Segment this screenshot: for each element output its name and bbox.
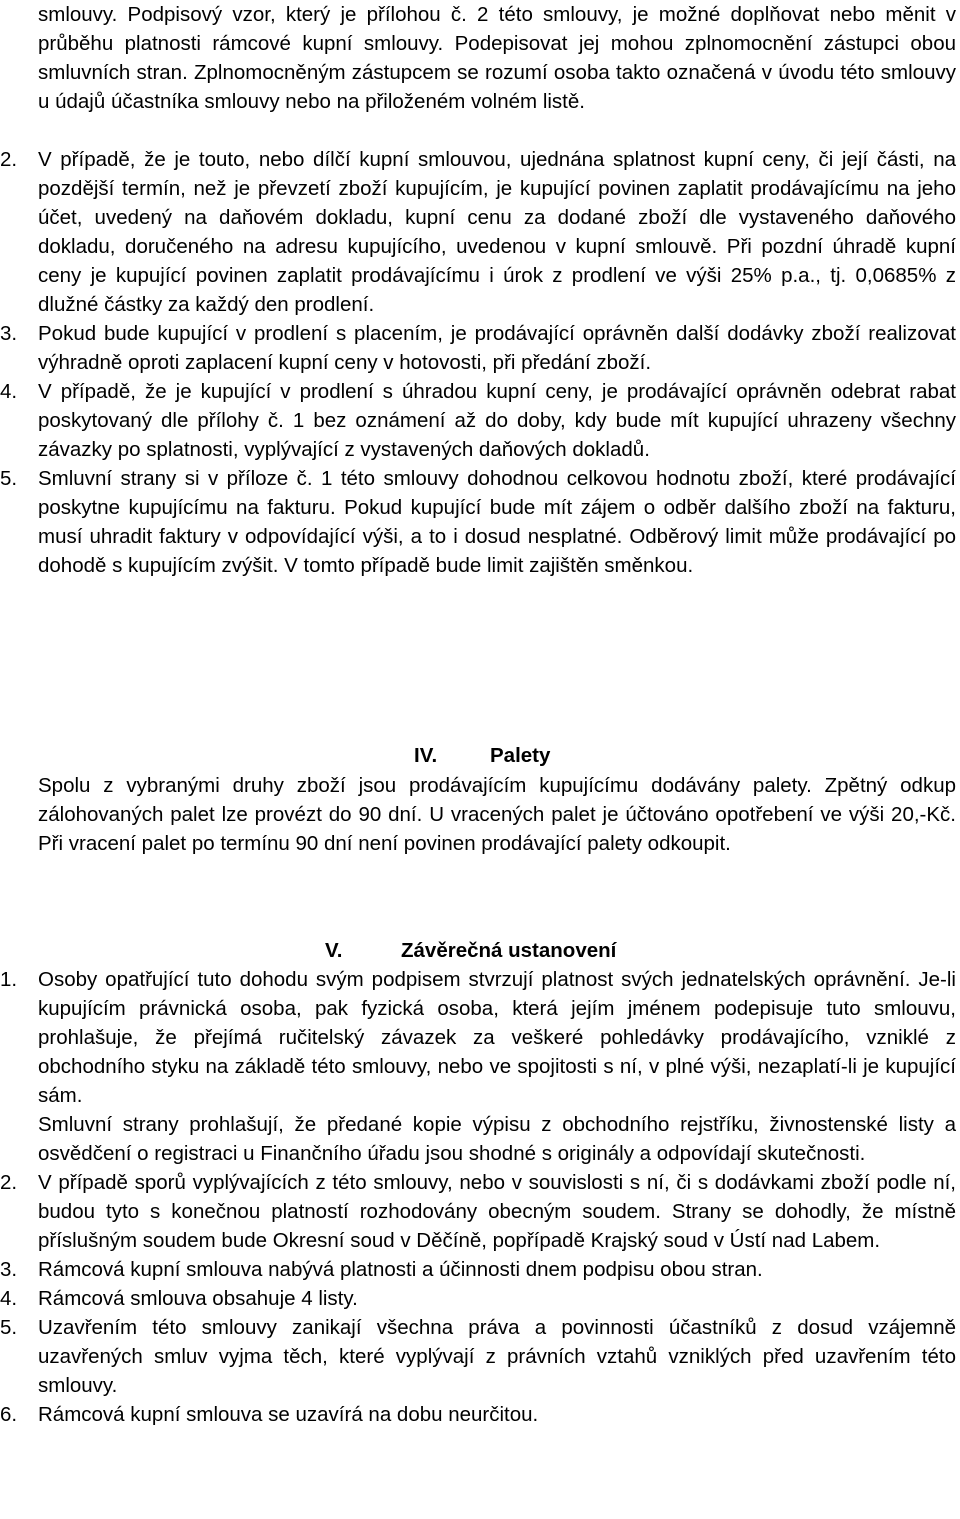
clause-list-section-3 bbox=[0, 145, 956, 580]
clause-number: 6. bbox=[0, 1403, 18, 1426]
section-title: Závěrečná ustanovení bbox=[401, 939, 617, 962]
clause-item bbox=[0, 965, 956, 1110]
clause-number: 3. bbox=[0, 1258, 18, 1281]
clause-text: Rámcová kupní smlouva se uzavírá na dobu neurčitou. bbox=[38, 1403, 539, 1426]
clause-number: 4. bbox=[0, 380, 18, 403]
clause-text: V případě, že je touto, nebo dílčí kupní smlouvou, ujednána splatnost kupní ceny, či její části, na pozdější termín, než je převzetí zboží kupujícím, je kupující povinen zaplatit prodávajícímu na jeho účet, uvedený na daňovém dokladu, kupní cenu za dodané zboží dle vystaveného daňového dokladu, doručeného na adresu kupujícího, uvedenou v kupní smlouvě. Při pozdní úhradě kupní ceny je kupující povinen zaplatit prodávajícímu i úrok z prodlení ve výši 25% p.a., tj. 0,0685% z dlužné částky za každý den prodlení. bbox=[38, 148, 956, 316]
clause-item bbox=[0, 464, 956, 580]
clause-item bbox=[0, 1400, 956, 1429]
paragraph-text: smlouvy. Podpisový vzor, který je přílohou č. 2 této smlouvy, je možné doplňovat nebo měnit v průběhu platnosti rámcové kupní smlouvy. Podepisovat jej mohou zplnomocnění zástupci obou smluvních stran. Zplnomocněným zástupcem se rozumí osoba takto označená v úvodu této smlouvy u údajů účastníka smlouvy nebo na přiloženém volném listě. bbox=[38, 3, 956, 113]
clause-1-continuation bbox=[0, 0, 956, 116]
clause-extra-paragraph: Smluvní strany prohlašují, že předané kopie výpisu z obchodního rejstříku, živnostenské listy a osvědčení o registraci u Finančního úřadu jsou shodné s originály a odpovídají skutečnosti. bbox=[38, 1113, 956, 1165]
clause-number: 2. bbox=[0, 1171, 18, 1194]
clause-item bbox=[0, 145, 956, 319]
clause-number: 1. bbox=[0, 968, 18, 991]
clause-number: 4. bbox=[0, 1287, 18, 1310]
clause-list-section-5 bbox=[0, 965, 956, 1429]
paragraph-text: Spolu z vybranými druhy zboží jsou prodávajícím kupujícímu dodávány palety. Zpětný odkup zálohovaných palet lze provézt do 90 dní. U vracených palet je účtováno opotřebení ve výši 20,-Kč. Při vracení palet po termínu 90 dní není povinen prodávající palety odkoupit. bbox=[38, 774, 956, 855]
clause-number: 3. bbox=[0, 322, 18, 345]
section-number: IV. bbox=[414, 744, 438, 767]
clause-text: V případě sporů vyplývajících z této smlouvy, nebo v souvislosti s ní, či s dodávkami zboží podle ní, budou tyto s konečnou platností rozhodovány obecným soudem. Strany se dohodly, že místně příslušným soudem bude Okresní soud v Děčíně, popřípadě Krajský soud v Ústí nad Labem. bbox=[38, 1171, 956, 1252]
clause-item bbox=[0, 1168, 956, 1255]
clause-text: Uzavřením této smlouvy zanikají všechna práva a povinnosti účastníků z dosud vzájemně uzavřených smluv vyjma těch, které vyplývají z právních vztahů vzniklých před uzavřením této smlouvy. bbox=[38, 1316, 956, 1397]
clause-item bbox=[0, 1284, 956, 1313]
section-number: V. bbox=[325, 939, 343, 962]
clause-text: Pokud bude kupující v prodlení s placením, je prodávající oprávněn další dodávky zboží realizovat výhradně oproti zaplacení kupní ceny v hotovosti, při předání zboží. bbox=[38, 322, 956, 374]
clause-number: 5. bbox=[0, 467, 18, 490]
clause-item bbox=[0, 319, 956, 377]
clause-item bbox=[0, 377, 956, 464]
section-title: Palety bbox=[490, 744, 551, 767]
section-4-heading bbox=[0, 741, 956, 770]
clause-text: Osoby opatřující tuto dohodu svým podpisem stvrzují platnost svých jednatelských oprávnění. Je-li kupujícím právnická osoba, pak fyzická osoba, která jejím jménem podepisuje tuto smlouvu, prohlašuje, že přejímá ručitelský závazek za veškeré pohledávky prodávajícího, vzniklé z obchodního styku na základě této smlouvy, nebo ve spojitosti s ní, v plné výši, nezaplatí-li je kupující sám. bbox=[38, 968, 956, 1107]
clause-text: V případě, že je kupující v prodlení s úhradou kupní ceny, je prodávající oprávněn odebrat rabat poskytovaný dle přílohy č. 1 bez oznámení až do doby, kdy bude mít kupující uhrazeny všechny závazky po splatnosti, vyplývající z vystavených daňových dokladů. bbox=[38, 380, 956, 461]
clause-number: 5. bbox=[0, 1316, 18, 1339]
clause-item bbox=[0, 1313, 956, 1400]
clause-text: Rámcová kupní smlouva nabývá platnosti a účinnosti dnem podpisu obou stran. bbox=[38, 1258, 763, 1281]
section-4-body bbox=[0, 771, 956, 858]
section-5-heading bbox=[0, 936, 956, 965]
clause-item bbox=[0, 1255, 956, 1284]
clause-text: Rámcová smlouva obsahuje 4 listy. bbox=[38, 1287, 358, 1310]
clause-number: 2. bbox=[0, 148, 18, 171]
clause-text: Smluvní strany si v příloze č. 1 této smlouvy dohodnou celkovou hodnotu zboží, které prodávající poskytne kupujícímu na fakturu. Pokud kupující bude mít zájem o odběr dalšího zboží na fakturu, musí uhradit faktury v odpovídající výši, a to i dosud nesplatné. Odběrový limit může prodávající po dohodě s kupujícím zvýšit. V tomto případě bude limit zajištěn směnkou. bbox=[38, 467, 956, 577]
